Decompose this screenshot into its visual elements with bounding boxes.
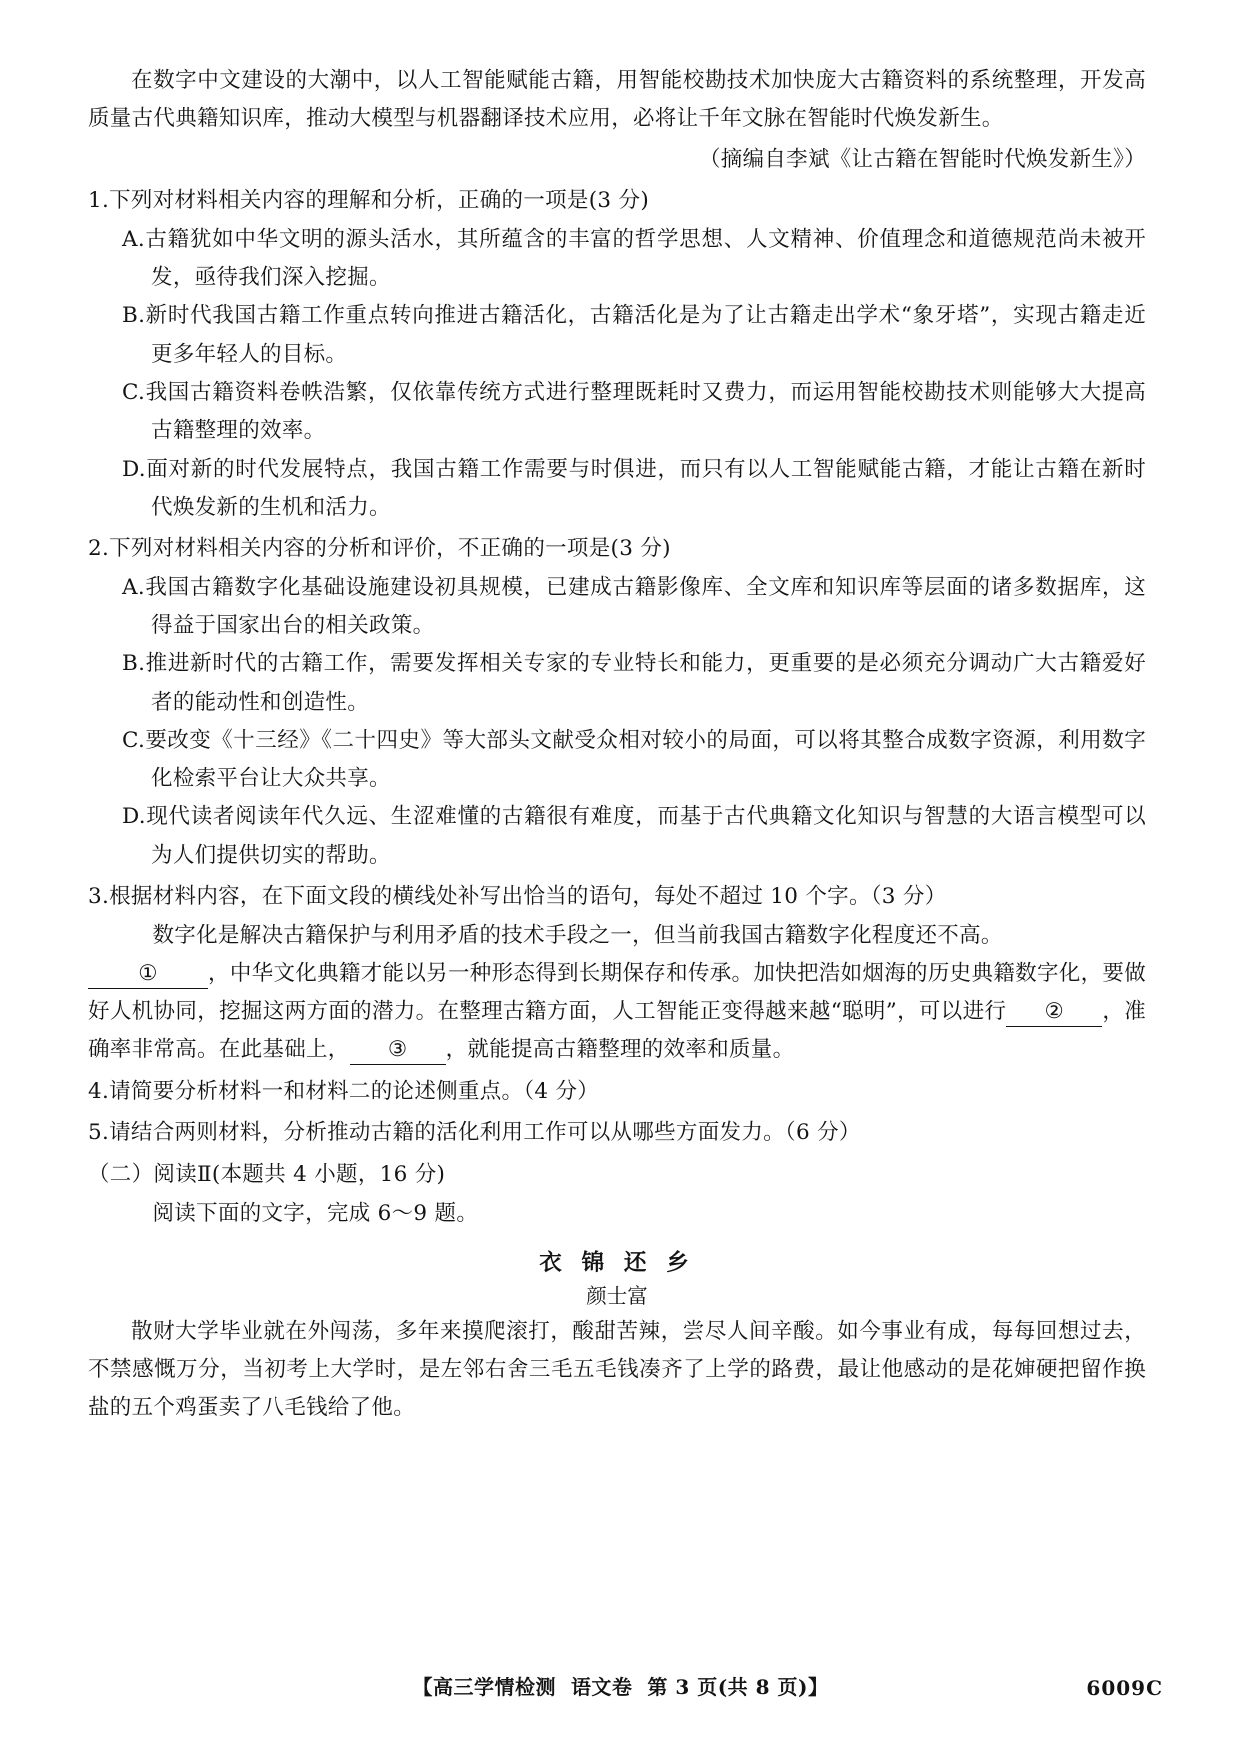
question-3-stem (88, 878, 1146, 917)
option-label: D. (122, 804, 146, 830)
footer-subject: 语文卷 (570, 1675, 633, 1699)
question-3-number: 3. (88, 883, 110, 909)
passage-part-3: ，准确率非常高。在此基础上， (88, 999, 1147, 1063)
question-3-text: 根据材料内容，在下面文段的横线处补写出恰当的语句，每处不超过 10 个字。（3 分） (109, 883, 947, 909)
option-text: 古籍犹如中华文明的源头活水，其所蕴含的丰富的哲学思想、人文精神、价值理念和道德规范尚未被开发，亟待我们深入挖掘。 (144, 226, 1146, 291)
question-1-option-c (122, 374, 1146, 451)
question-5-stem (88, 1114, 1146, 1153)
question-2-option-a (122, 569, 1146, 646)
question-1-option-b (122, 297, 1146, 374)
page-footer (0, 1671, 1241, 1700)
section-2-heading: （二）阅读Ⅱ(本题共 4 小题，16 分) (88, 1161, 446, 1187)
footer-exam-name: 高三学情检测 (433, 1675, 556, 1699)
passage-part-4: ，就能提高古籍整理的效率和质量。 (445, 1037, 795, 1063)
fill-blank-2[interactable]: ② (1006, 998, 1102, 1027)
story-title: 衣 锦 还 乡 (539, 1249, 695, 1276)
passage-part-2: ，中华文化典籍才能以另一种形态得到长期保存和传承。加快把浩如烟海的历史典籍数字化，要做好人机协同，挖掘这两方面的潜力。在整理古籍方面，人工智能正变得越来越“聪明”，可以进行 (88, 960, 1146, 1025)
option-text: 新时代我国古籍工作重点转向推进古籍活化，古籍活化是为了让古籍走出学术“象牙塔”，实现古籍走近更多年轻人的目标。 (145, 303, 1146, 367)
question-1-option-a (122, 221, 1146, 298)
option-label: C. (122, 379, 146, 405)
question-3-passage-body (88, 955, 1146, 1070)
option-text: 我国古籍数字化基础设施建设初具规模，已建成古籍影像库、全文库和知识库等层面的诸多数据库，这得益于国家出台的相关政策。 (144, 574, 1146, 638)
question-2-option-d (122, 798, 1146, 875)
source-citation: （摘编自李斌《让古籍在智能时代焕发新生》） (698, 146, 1146, 172)
option-text: 要改变《十三经》《二十四史》等大部头文献受众相对较小的局面，可以将其整合成数字资源，利用数字化检索平台让大众共享。 (145, 727, 1146, 792)
section-2-instruction: 阅读下面的文字，完成 6～9 题。 (152, 1200, 479, 1226)
footer-paper-code: 6009C (1086, 1676, 1163, 1700)
question-2-text: 下列对材料相关内容的分析和评价，不正确的一项是(3 分) (109, 536, 671, 562)
option-text: 推进新时代的古籍工作，需要发挥相关专家的专业特长和能力，更重要的是必须充分调动广大古籍爱好者的能动性和创造性。 (145, 651, 1146, 715)
footer-inner (413, 1671, 829, 1700)
option-label: D. (122, 456, 146, 482)
question-2-option-c (122, 722, 1146, 799)
option-text: 面对新的时代发展特点，我国古籍工作需要与时俱进，而只有以人工智能赋能古籍，才能让古籍在新时代焕发新的生机和活力。 (145, 456, 1146, 520)
option-label: C. (122, 727, 146, 753)
option-text: 现代读者阅读年代久远、生涩难懂的古籍很有难度，而基于古代典籍文化知识与智慧的大语言模型可以为人们提供切实的帮助。 (145, 804, 1146, 868)
question-1-number: 1. (88, 188, 110, 214)
option-label: A. (122, 226, 145, 252)
question-4-stem (88, 1073, 1146, 1112)
option-label: B. (122, 651, 146, 677)
footer-page-info: 第 3 页(共 8 页) (647, 1675, 808, 1699)
intro-paragraph: 在数字中文建设的大潮中，以人工智能赋能古籍，用智能校勘技术加快庞大古籍资料的系统整理，开发高质量古代典籍知识库，推动大模型与机器翻译技术应用，必将让千年文脉在智能时代焕发新生。 (88, 68, 1146, 132)
option-text: 我国古籍资料卷帙浩繁，仅依靠传统方式进行整理既耗时又费力，而运用智能校勘技术则能够大大提高古籍整理的效率。 (145, 379, 1146, 444)
question-2-stem (88, 530, 1146, 569)
question-4-text: 请简要分析材料一和材料二的论述侧重点。（4 分） (109, 1078, 600, 1104)
page-content (88, 62, 1146, 1428)
question-2-number: 2. (88, 536, 110, 562)
question-5-text: 请结合两则材料，分析推动古籍的活化利用工作可以从哪些方面发力。（6 分） (109, 1120, 861, 1146)
story-body-paragraph: 散财大学毕业就在外闯荡，多年来摸爬滚打，酸甜苦辣，尝尽人间辛酸。如今事业有成，每每回想过去，不禁感慨万分，当初考上大学时，是左邻右舍三毛五毛钱凑齐了上学的路费，最让他感动的是花婶硬把留作换盐的五个鸡蛋卖了八毛钱给了他。 (88, 1318, 1146, 1421)
fill-blank-1[interactable]: ① (88, 960, 208, 989)
question-5-number: 5. (88, 1120, 110, 1146)
question-4-number: 4. (88, 1078, 110, 1104)
question-1-text: 下列对材料相关内容的理解和分析，正确的一项是(3 分) (109, 188, 650, 214)
footer-left-bracket: 【 (412, 1675, 433, 1699)
story-author: 颜士富 (586, 1283, 648, 1308)
question-1-option-d (122, 451, 1146, 528)
question-3-passage-line1: 数字化是解决古籍保护与利用矛盾的技术手段之一，但当前我国古籍数字化程度还不高。 (152, 922, 1003, 948)
footer-right-bracket: 】 (807, 1675, 829, 1699)
question-1-stem (88, 182, 1146, 221)
fill-blank-3[interactable]: ③ (350, 1036, 446, 1065)
option-label: A. (122, 574, 145, 600)
option-label: B. (122, 303, 146, 329)
question-2-option-b (122, 645, 1146, 722)
